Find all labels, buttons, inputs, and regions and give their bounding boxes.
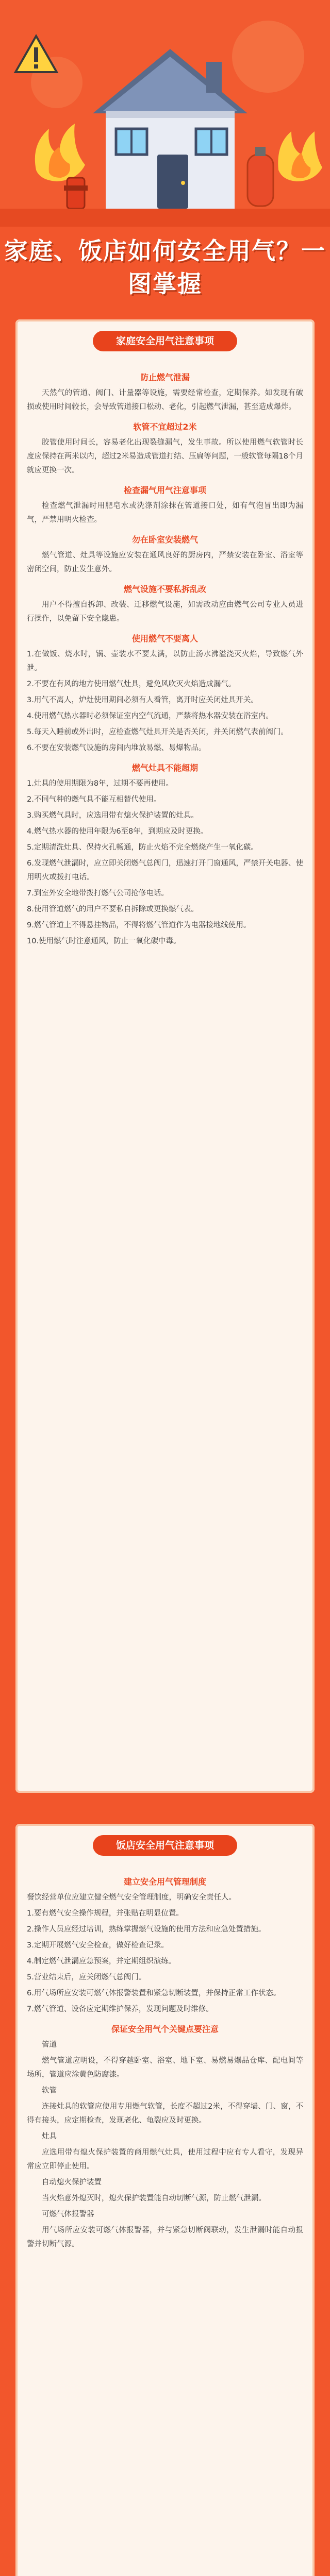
- paragraph: 检查燃气泄漏时用肥皂水或洗涤剂涂抹在管道接口处，如有气泡冒出即为漏气，严禁用明火检查。: [27, 502, 303, 524]
- list-item: 2.不同气种的燃气具不能互相替代使用。: [27, 795, 161, 804]
- list-item: 7.到室外安全地带拨打燃气公司抢修电话。: [27, 889, 169, 897]
- home-gas-safety-section: [15, 319, 315, 1793]
- subheading: 保证安全用气个关键点要注意: [111, 2024, 219, 2034]
- list-item: 2.操作人员应经过培训，熟练掌握燃气设施的使用方法和应急处置措施。: [27, 1925, 266, 1934]
- paragraph: 灶具: [42, 2132, 57, 2141]
- list-item: 9.燃气管道上不得悬挂物品，不得将燃气管道作为电器接地线使用。: [27, 921, 251, 929]
- paragraph: 燃气管道应明设，不得穿越卧室、浴室、地下室、易燃易爆品仓库、配电间等场所，管道应涂黄色防腐漆。: [27, 2057, 303, 2079]
- house-fire-illustration: [0, 0, 330, 227]
- paragraph: 天然气的管道、阀门、计量器等设施，需要经常检查，定期保养。如发现有破损或使用时间较长，会导致管道接口松动、老化，引起燃气泄漏，甚至造成爆炸。: [27, 389, 303, 411]
- list-item: 3.购买燃气具时，应选用带有熄火保护装置的灶具。: [27, 811, 199, 820]
- paragraph: 连接灶具的软管应使用专用燃气软管，长度不超过2米，不得穿墙、门、窗，不得有接头，应定期检查，发现老化、龟裂应及时更换。: [27, 2103, 303, 2125]
- restaurant-gas-safety-section: [15, 1824, 315, 2576]
- subheading: 燃气设施不要私拆乱改: [123, 584, 206, 594]
- subheading: 防止燃气泄漏: [140, 372, 190, 382]
- paragraph: 自动熄火保护装置: [42, 2178, 102, 2187]
- paragraph: 胶管使用时间长，容易老化出现裂缝漏气，发生事故。所以使用燃气软管时长度应保持在两米以内，超过2米易造成管道打结、压扁等问题，一般软管每隔18个月就应更换一次。: [27, 438, 303, 474]
- list-item: 6.发现燃气泄漏时，应立即关闭燃气总阀门，迅速打开门窗通风，严禁开关电器、使用明火或拨打电话。: [27, 859, 303, 882]
- list-item: 5.每天入睡前或外出时，应检查燃气灶具开关是否关闭，并关闭燃气表前阀门。: [27, 728, 288, 736]
- subheading: 建立安全用气管理制度: [123, 1877, 206, 1887]
- list-item: 4.燃气热水器的使用年限为6至8年，到期应及时更换。: [27, 827, 208, 836]
- list-item: 8.使用管道燃气的用户不要私自拆除或更换燃气表。: [27, 905, 199, 913]
- list-item: 5.定期清洗灶具、保持火孔畅通，防止火焰不完全燃烧产生一氧化碳。: [27, 843, 258, 852]
- paragraph: 应选用带有熄火保护装置的商用燃气灶具，使用过程中应有专人看守，发现异常应立即停止使用。: [27, 2148, 303, 2171]
- page-title: 家庭、饭店如何安全用气？一图掌握: [4, 237, 326, 298]
- restaurant-gas-safety-content: [27, 1869, 303, 2253]
- list-item: 4.使用燃气热水器时必须保证室内空气流通，严禁将热水器安装在浴室内。: [27, 712, 273, 720]
- paragraph: 当火焰意外熄灭时，熄火保护装置能自动切断气源，防止燃气泄漏。: [42, 2194, 266, 2202]
- paragraph: 管道: [42, 2041, 57, 2049]
- list-item: 餐饮经营单位应建立健全燃气安全管理制度，明确安全责任人。: [27, 1893, 236, 1902]
- list-item: 1.在做饭、烧水时，锅、壶装水不要太满，以防止汤水沸溢浇灭火焰，导致燃气外泄。: [27, 650, 303, 672]
- list-item: 1.灶具的使用期限为8年，过期不要再使用。: [27, 779, 174, 788]
- paragraph: 用户不得擅自拆卸、改装、迁移燃气设施，如需改动应由燃气公司专业人员进行操作，以免留下安全隐患。: [27, 601, 303, 623]
- list-item: 7.燃气管道、设备应定期维护保养，发现问题及时维修。: [27, 2005, 213, 2013]
- subheading: 软管不宜超过2米: [133, 422, 197, 432]
- subheading: 燃气灶具不能超期: [131, 763, 198, 773]
- paragraph: 燃气管道、灶具等设施应安装在通风良好的厨房内，严禁安装在卧室、浴室等密闭空间，防止发生意外。: [27, 551, 303, 573]
- subheading: 使用燃气不要离人: [131, 634, 198, 643]
- paragraph: 可燃气体报警器: [42, 2210, 94, 2218]
- list-item: 3.定期开展燃气安全检查，做好检查记录。: [27, 1941, 169, 1950]
- list-item: 2.不要在有风的地方使用燃气灶具，避免风吹灭火焰造成漏气。: [27, 680, 236, 688]
- list-item: 1.要有燃气安全操作规程，并张贴在明显位置。: [27, 1909, 184, 1918]
- home-gas-safety-content: [27, 365, 303, 951]
- list-item: 5.营业结束后，应关闭燃气总阀门。: [27, 1973, 146, 1981]
- paragraph: 软管: [42, 2087, 57, 2095]
- list-item: 10.使用燃气时注意通风，防止一氧化碳中毒。: [27, 937, 181, 945]
- list-item: 6.用气场所应安装可燃气体报警装置和紧急切断装置，并保持正常工作状态。: [27, 1989, 281, 1997]
- list-item: 3.用气不离人，炉灶使用期间必须有人看管，离开时应关闭灶具开关。: [27, 696, 258, 704]
- home-gas-safety-header: 家庭安全用气注意事项: [93, 331, 237, 351]
- subheading: 检查漏气用气注意事项: [123, 485, 206, 495]
- list-item: 6.不要在安装燃气设施的房间内堆放易燃、易爆物品。: [27, 744, 206, 752]
- hero-illustration: [0, 0, 330, 227]
- list-item: 4.制定燃气泄漏应急预案，并定期组织演练。: [27, 1957, 176, 1965]
- paragraph: 用气场所应安装可燃气体报警器，并与紧急切断阀联动，发生泄漏时能自动报警并切断气源。: [27, 2226, 303, 2248]
- subheading: 勿在卧室安装燃气: [131, 535, 198, 545]
- restaurant-gas-safety-header: 饭店安全用气注意事项: [93, 1835, 237, 1856]
